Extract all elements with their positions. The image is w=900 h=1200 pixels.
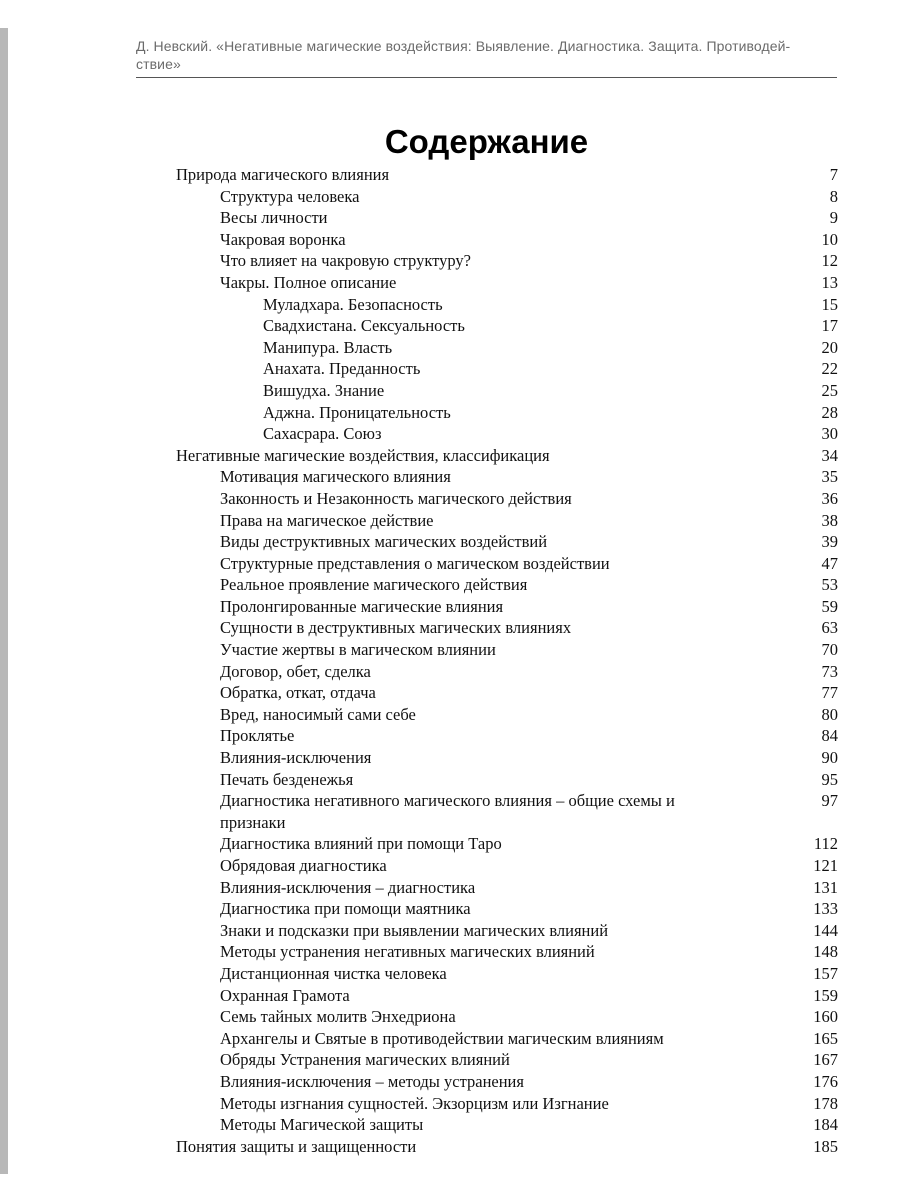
toc-entry-page-number: 160 — [813, 1007, 838, 1027]
toc-entry-page-number: 36 — [821, 488, 838, 508]
toc-entry-page-number: 38 — [821, 510, 838, 530]
toc-entry-title: Знаки и подсказки при выявлении магических влияний — [220, 920, 609, 940]
toc-entry-page-number: 144 — [813, 920, 838, 940]
toc-entry-title: Свадхистана. Сексуальность — [263, 316, 465, 336]
toc-entry-title: Весы личности — [220, 208, 328, 228]
toc-entry[interactable] — [176, 725, 838, 747]
toc-entry-title: Обряды Устранения магических влияний — [220, 1050, 510, 1070]
toc-entry[interactable] — [176, 1006, 838, 1028]
toc-entry-page-number: 184 — [813, 1115, 838, 1135]
toc-entry-page-number: 73 — [821, 661, 838, 681]
toc-entry[interactable] — [176, 186, 838, 208]
toc-entry-page-number: 28 — [821, 402, 838, 422]
toc-entry[interactable] — [176, 1028, 838, 1050]
toc-entry[interactable] — [176, 445, 838, 467]
toc-entry[interactable] — [176, 488, 838, 510]
toc-entry-title: Диагностика влияний при помощи Таро — [220, 834, 502, 854]
toc-entry-title: Проклятье — [220, 726, 295, 746]
toc-entry-title: Методы изгнания сущностей. Экзорцизм или Изгнание — [220, 1093, 609, 1113]
toc-entry[interactable] — [176, 704, 838, 726]
toc-entry-title: Понятия защиты и защищенности — [176, 1136, 417, 1156]
toc-entry[interactable] — [176, 358, 838, 380]
header-divider — [136, 77, 837, 78]
toc-entry-title: Анахата. Преданность — [263, 359, 421, 379]
toc-entry-page-number: 30 — [821, 424, 838, 444]
toc-entry-page-number: 95 — [821, 769, 838, 789]
toc-entry-page-number: 112 — [813, 834, 838, 854]
toc-entry-page-number: 121 — [813, 856, 838, 875]
toc-entry[interactable] — [176, 596, 838, 618]
toc-entry-title: Чакры. Полное описание — [220, 272, 397, 292]
toc-entry[interactable] — [176, 207, 838, 229]
toc-entry-page-number: 10 — [821, 229, 838, 249]
toc-entry-page-number: 22 — [821, 359, 838, 379]
toc-entry-title: Чакровая воронка — [220, 229, 346, 249]
toc-entry-title: Негативные магические воздействия, классификация — [176, 445, 550, 465]
toc-entry[interactable] — [176, 315, 838, 337]
toc-entry-page-number: 20 — [821, 337, 838, 357]
toc-entry[interactable] — [176, 898, 838, 920]
toc-entry-page-number: 13 — [821, 272, 838, 292]
toc-entry-page-number: 25 — [821, 380, 838, 400]
toc-entry[interactable] — [176, 769, 838, 791]
toc-entry[interactable] — [176, 855, 838, 877]
toc-entry[interactable] — [176, 963, 838, 985]
toc-entry-title: Пролонгированные магические влияния — [220, 596, 504, 616]
toc-entry[interactable] — [176, 250, 838, 272]
toc-entry-page-number: 34 — [821, 445, 838, 465]
toc-entry-title: Методы Магической защиты — [220, 1115, 424, 1135]
toc-entry-title: Влияния-исключения – диагностика — [220, 877, 476, 897]
toc-entry[interactable] — [176, 380, 838, 402]
toc-entry-title: Вишудха. Знание — [263, 380, 385, 400]
toc-entry[interactable] — [176, 164, 838, 186]
toc-entry-page-number: 167 — [813, 1050, 838, 1070]
page-edge-bar — [0, 28, 8, 1174]
toc-entry-title: Участие жертвы в магическом влиянии — [220, 640, 496, 660]
toc-entry-page-number: 9 — [829, 208, 838, 228]
toc-entry[interactable] — [176, 661, 838, 683]
toc-entry[interactable] — [176, 553, 838, 575]
toc-entry[interactable] — [176, 531, 838, 553]
toc-entry-page-number: 59 — [821, 596, 838, 616]
toc-entry[interactable] — [176, 941, 838, 963]
toc-entry-title: Охранная Грамота — [220, 985, 350, 1005]
toc-entry-title: Муладхара. Безопасность — [263, 294, 443, 314]
toc-entry[interactable] — [176, 1114, 838, 1136]
toc-entry[interactable] — [176, 294, 838, 316]
toc-entry-title: Аджна. Проницательность — [263, 402, 451, 422]
toc-entry-title: Структура человека — [220, 186, 360, 206]
toc-entry-title: Влияния-исключения — [220, 748, 372, 768]
toc-entry-title: Законность и Незаконность магического действия — [220, 488, 572, 508]
toc-entry-page-number: 148 — [813, 942, 838, 962]
toc-entry-page-number: 35 — [821, 467, 838, 487]
toc-entry-title: Обрядовая диагностика — [220, 856, 387, 875]
toc-entry-page-number: 90 — [821, 748, 838, 768]
toc-entry[interactable] — [176, 877, 838, 899]
toc-entry[interactable] — [176, 747, 838, 769]
toc-entry-page-number: 8 — [829, 186, 838, 206]
toc-entry[interactable] — [176, 833, 838, 855]
toc-entry-title: Договор, обет, сделка — [220, 661, 371, 681]
toc-entry-page-number: 12 — [821, 251, 838, 271]
toc-entry[interactable] — [176, 229, 838, 251]
toc-entry-title: Сущности в деструктивных магических влияниях — [220, 618, 572, 638]
toc-entry[interactable] — [176, 1049, 838, 1071]
toc-entry-title: Права на магическое действие — [220, 510, 434, 530]
toc-entry[interactable] — [176, 1093, 838, 1115]
toc-entry[interactable] — [176, 337, 838, 359]
toc-entry-page-number: 176 — [813, 1071, 838, 1091]
toc-entry-page-number: 84 — [821, 726, 838, 746]
toc-entry-page-number: 159 — [813, 985, 838, 1005]
toc-entry-title: Влияния-исключения – методы устранения — [220, 1071, 524, 1091]
toc-entry-page-number: 131 — [813, 877, 838, 897]
toc-entry-title: Виды деструктивных магических воздействий — [220, 532, 548, 552]
toc-entry-page-number: 80 — [821, 704, 838, 724]
toc-entry-title: Печать безденежья — [220, 769, 354, 789]
toc-entry-title: Мотивация магического влияния — [220, 467, 451, 487]
toc-entry[interactable] — [176, 985, 838, 1007]
toc-entry-title: Реальное проявление магического действия — [220, 575, 528, 595]
toc-entry-title: Диагностика при помощи маятника — [220, 899, 471, 919]
toc-entry[interactable] — [176, 1136, 838, 1158]
toc-entry-page-number: 7 — [829, 165, 838, 184]
toc-entry-title: Что влияет на чакровую структуру? — [220, 251, 471, 271]
toc-entry-page-number: 70 — [821, 640, 838, 660]
toc-entry-page-number: 157 — [813, 963, 838, 983]
toc-entry[interactable] — [176, 1071, 838, 1093]
toc-entry-page-number: 39 — [821, 532, 838, 552]
toc-entry[interactable] — [176, 617, 838, 639]
toc-entry-page-number: 185 — [813, 1136, 838, 1156]
toc-entry-title: Методы устранения негативных магических влияний — [220, 942, 595, 962]
toc-entry-page-number: 15 — [821, 294, 838, 314]
toc-entry[interactable] — [176, 423, 838, 445]
toc-entry[interactable] — [176, 790, 838, 833]
toc-entry-page-number: 133 — [813, 899, 838, 919]
toc-entry[interactable] — [176, 402, 838, 424]
toc-entry-page-number: 77 — [821, 683, 838, 703]
toc-entry-title: Семь тайных молитв Энхедриона — [220, 1007, 456, 1027]
page-title: Содержание — [384, 123, 589, 161]
running-header: Д. Невский. «Негативные магические воздействия: Выявление. Диагностика. Защита. Противодей-ствие» — [136, 38, 791, 72]
toc-entry-page-number: 47 — [821, 553, 838, 573]
toc-entry-title: Манипура. Власть — [263, 337, 393, 357]
toc-entry[interactable] — [176, 639, 838, 661]
toc-entry-page-number: 165 — [813, 1028, 838, 1048]
toc-entry-page-number: 97 — [821, 791, 838, 811]
toc-entry-page-number: 53 — [821, 575, 838, 595]
toc-entry[interactable] — [176, 574, 838, 596]
toc-entry[interactable] — [176, 466, 838, 488]
toc-entry-title: Сахасрара. Союз — [263, 424, 382, 444]
toc-entry[interactable] — [176, 682, 838, 704]
toc-entry-title: Обратка, откат, отдача — [220, 683, 376, 703]
toc-entry[interactable] — [176, 272, 838, 294]
toc-entry[interactable] — [176, 510, 838, 532]
toc-entry-title: Архангелы и Святые в противодействии магическим влияниям — [220, 1028, 664, 1048]
toc-entry-title: Вред, наносимый сами себе — [220, 704, 416, 724]
toc-entry-page-number: 17 — [821, 316, 838, 336]
toc-entry-page-number: 63 — [821, 618, 838, 638]
toc-entry-title: Природа магического влияния — [176, 165, 390, 184]
toc-entry-title: Диагностика негативного магического влияния – общие схемы и признаки — [220, 791, 675, 832]
toc-entry-title: Структурные представления о магическом воздействии — [220, 553, 610, 573]
toc-entry-title: Дистанционная чистка человека — [220, 963, 447, 983]
toc-entry[interactable] — [176, 920, 838, 942]
table-of-contents — [176, 164, 838, 1157]
toc-entry-page-number: 178 — [813, 1093, 838, 1113]
